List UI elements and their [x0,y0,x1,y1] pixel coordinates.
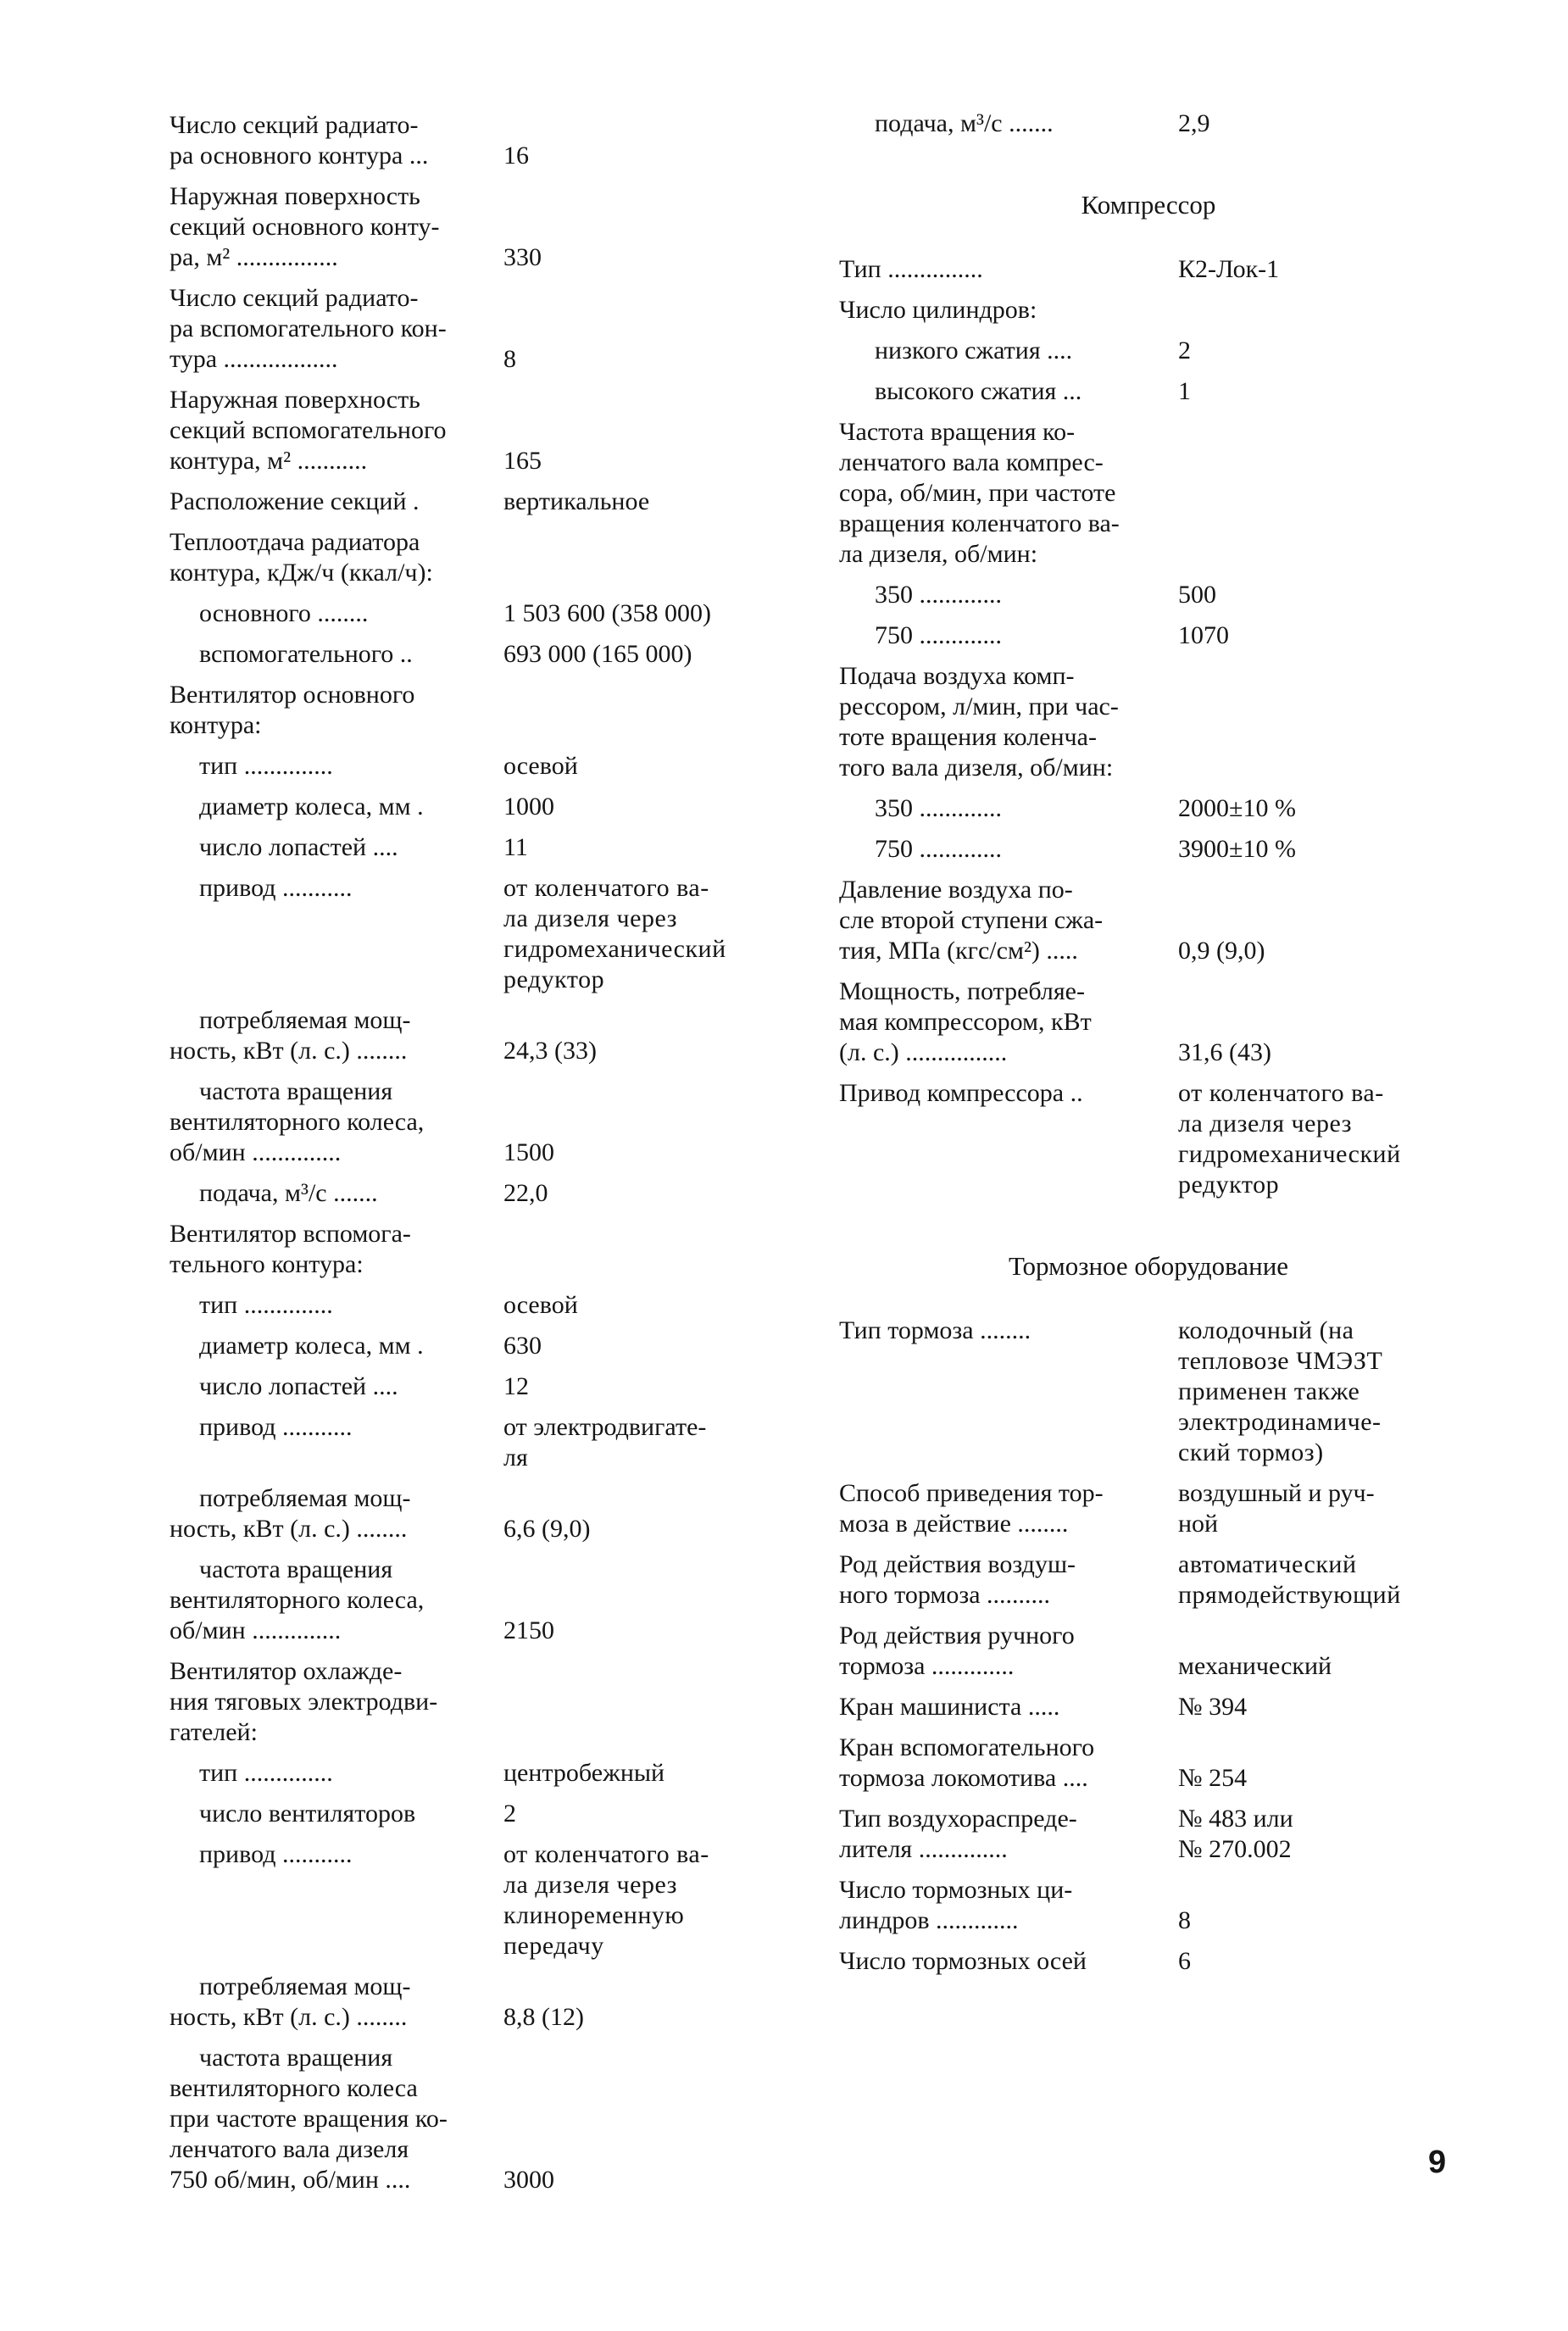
spec-row [170,1972,780,2033]
spec-label: Кран машиниста ..... [839,1693,1060,1721]
spec-row [170,110,780,171]
spec-value: 12 [503,1372,529,1400]
spec-value: К2-Лок-1 [1178,255,1280,283]
spec-row [170,1331,780,1361]
spec-value: 1070 [1178,621,1229,649]
spec-row [839,295,1458,325]
spec-label: привод ........... [199,1413,353,1441]
spec-label: низкого сжатия .... [875,337,1073,364]
spec-row [170,639,780,670]
spec-label: вспомогательного .. [199,640,413,668]
spec-value: № 254 [1178,1764,1248,1792]
spec-row [839,1946,1458,1977]
spec-value: автоматический прямодействующий [1178,1550,1401,1609]
spec-label: Способ приведения тор- моза в действие ........ [839,1479,1104,1538]
spec-label: Число цилиндров: [839,296,1037,324]
spec-row [170,1839,780,1961]
spec-label: Число тормозных ци- линдров ............. [839,1876,1073,1934]
spec-value: 8 [1178,1906,1191,1934]
brake-heading: Тормозное оборудование [1008,1251,1289,1281]
spec-row [839,661,1458,783]
spec-value: 2 [1178,337,1191,364]
right-column [839,108,1458,1987]
spec-value: 2000±10 % [1178,794,1296,822]
spec-label: Число секций радиато- ра основного контура ... [170,111,429,170]
spec-row [170,751,780,782]
spec-label: число лопастей .... [199,833,398,861]
spec-row [839,1621,1458,1682]
spec-label: Тип ............... [839,255,983,283]
spec-label: 350 ............. [875,794,1002,822]
spec-label: число вентиляторов [199,1800,416,1828]
spec-value: от электродвигате- ля [503,1413,707,1471]
spec-label: число лопастей .... [199,1372,398,1400]
spec-row [170,181,780,273]
spec-value: от коленчатого ва- ла дизеля через клиноременную передачу [503,1840,709,1960]
spec-value: 2150 [503,1616,554,1644]
spec-value: 8,8 (12) [503,2003,584,2031]
spec-label: Давление воздуха по- сле второй ступени сжа- тия, МПа (кгс/см²) ..... [839,876,1104,965]
spec-row [839,1804,1458,1865]
spec-value: 630 [503,1332,542,1360]
spec-value: 165 [503,447,542,475]
spec-row [839,1078,1458,1200]
spec-label: Расположение секций . [170,487,420,515]
spec-value: 500 [1178,581,1216,609]
spec-value: механический [1178,1652,1332,1680]
spec-label: 350 ............. [875,581,1002,609]
spec-row [839,834,1458,865]
spec-row [839,580,1458,610]
spec-row [170,873,780,995]
spec-row [839,417,1458,570]
spec-row [839,1549,1458,1611]
spec-row [839,108,1458,139]
spec-label: потребляемая мощ- ность, кВт (л. с.) ........ [170,1484,411,1543]
spec-label: высокого сжатия ... [875,377,1082,405]
spec-row [839,976,1458,1068]
spec-row [170,1412,780,1473]
spec-label: потребляемая мощ- ность, кВт (л. с.) ........ [170,1972,411,2031]
spec-value: 8 [503,345,516,373]
spec-value: 2,9 [1178,109,1210,137]
spec-label: подача, м³/с ....... [199,1179,378,1207]
spec-value: 1 [1178,377,1191,405]
spec-row [170,2043,780,2195]
spec-row [170,680,780,741]
spec-row [839,254,1458,285]
spec-label: Род действия воздуш- ного тормоза .......... [839,1550,1076,1609]
spec-label: Кран вспомогательного тормоза локомотива .... [839,1733,1095,1792]
spec-value: 22,0 [503,1179,548,1207]
spec-value: 6,6 (9,0) [503,1515,591,1543]
spec-label: частота вращения вентиляторного колеса при частоте вращения ко- ленчатого вала дизеля 750 об/мин, об/мин .... [170,2044,448,2194]
right-top-block [839,108,1458,139]
spec-value: 3000 [503,2166,554,2194]
spec-row [170,1076,780,1168]
spec-value: 0,9 (9,0) [1178,937,1265,965]
spec-value: 11 [503,833,528,861]
spec-label: Число тормозных осей [839,1947,1087,1975]
spec-label: привод ........... [199,1840,353,1868]
left-column [170,110,780,2206]
spec-row [839,1692,1458,1722]
spec-row [170,1219,780,1280]
spec-label: Привод компрессора .. [839,1079,1083,1107]
spec-row [839,875,1458,966]
spec-row [839,1733,1458,1794]
spec-value: 693 000 (165 000) [503,640,692,668]
spec-row [170,527,780,588]
spec-value: 1 503 600 (358 000) [503,599,711,627]
spec-row [170,1656,780,1748]
spec-row [170,1178,780,1209]
spec-value: 31,6 (43) [1178,1038,1271,1066]
brake-table [839,1316,1458,1977]
spec-label: Тип тормоза ........ [839,1316,1031,1344]
spec-value: 3900±10 % [1178,835,1296,863]
spec-row [170,832,780,863]
spec-value: осевой [503,752,578,780]
spec-row [170,1483,780,1544]
spec-row [170,1290,780,1321]
spec-value: 16 [503,142,529,170]
spec-row [839,336,1458,366]
spec-row [170,1005,780,1066]
spec-row [170,792,780,822]
spec-label: тип .............. [199,752,333,780]
spec-label: Подача воздуха комп- рессором, л/мин, при час- тоте вращения коленча- того вала дизеля, об/мин: [839,662,1119,782]
page-number: 9 [1428,2145,1447,2180]
spec-row [839,376,1458,407]
spec-label: Число секций радиато- ра вспомогательного кон- тура .................. [170,284,447,373]
spec-label: диаметр колеса, мм . [199,793,424,821]
spec-label: Теплоотдача радиатора контура, кДж/ч (ккал/ч): [170,528,433,587]
compressor-heading: Компрессор [1081,190,1216,220]
spec-value: центробежный [503,1759,665,1787]
spec-value: колодочный (на тепловозе ЧМЭЗТ применен также электродинамиче- ский тормоз) [1178,1316,1383,1466]
spec-label: Частота вращения ко- ленчатого вала компрес- сора, об/мин, при частоте вращения коленчатого ва- ла дизеля, об/мин: [839,418,1120,568]
spec-label: тип .............. [199,1291,333,1319]
spec-label: Наружная поверхность секций основного конту- ра, м² ................ [170,182,440,271]
spec-label: 750 ............. [875,621,1002,649]
spec-label: частота вращения вентиляторного колеса, об/мин .............. [170,1555,425,1644]
spec-label: Мощность, потребляе- мая компрессором, кВт (л. с.) ................ [839,977,1092,1066]
spec-value: вертикальное [503,487,650,515]
spec-label: Вентилятор охлажде- ния тяговых электродви- гателей: [170,1657,438,1746]
spec-row [839,1316,1458,1468]
spec-value: воздушный и руч- ной [1178,1479,1375,1538]
spec-row [170,1555,780,1646]
spec-label: потребляемая мощ- ность, кВт (л. с.) ........ [170,1006,411,1065]
spec-value: 1000 [503,793,554,821]
spec-label: Наружная поверхность секций вспомогательного контура, м² ........... [170,386,447,475]
spec-label: привод ........... [199,874,353,902]
spec-label: Вентилятор основного контура: [170,681,415,739]
spec-row [170,1799,780,1829]
spec-row [170,487,780,517]
spec-row [839,1478,1458,1539]
spec-value: 6 [1178,1947,1191,1975]
spec-row [170,1758,780,1789]
spec-row [839,793,1458,824]
spec-row [839,1875,1458,1936]
spec-row [170,385,780,476]
spec-label: тип .............. [199,1759,333,1787]
spec-label: Тип воздухораспреде- лителя .............. [839,1805,1077,1863]
spec-value: 2 [503,1800,516,1828]
spec-value: № 483 или № 270.002 [1178,1805,1293,1863]
spec-row [170,1371,780,1402]
compressor-table [839,254,1458,1200]
spec-label: диаметр колеса, мм . [199,1332,424,1360]
spec-row [170,598,780,629]
spec-label: 750 ............. [875,835,1002,863]
spec-value: от коленчатого ва- ла дизеля через гидромеханический редуктор [1178,1079,1401,1199]
spec-label: основного ........ [199,599,369,627]
spec-label: Род действия ручного тормоза ............. [839,1622,1075,1680]
spec-value: 24,3 (33) [503,1037,597,1065]
spec-row [839,620,1458,651]
spec-value: 330 [503,243,542,271]
spec-label: Вентилятор вспомога- тельного контура: [170,1220,411,1278]
spec-row [170,283,780,375]
spec-value: осевой [503,1291,578,1319]
spec-value: от коленчатого ва- ла дизеля через гидромеханический редуктор [503,874,726,993]
spec-value: № 394 [1178,1693,1248,1721]
spec-label: частота вращения вентиляторного колеса, об/мин .............. [170,1077,425,1166]
spec-label: подача, м³/с ....... [875,109,1054,137]
spec-value: 1500 [503,1138,554,1166]
